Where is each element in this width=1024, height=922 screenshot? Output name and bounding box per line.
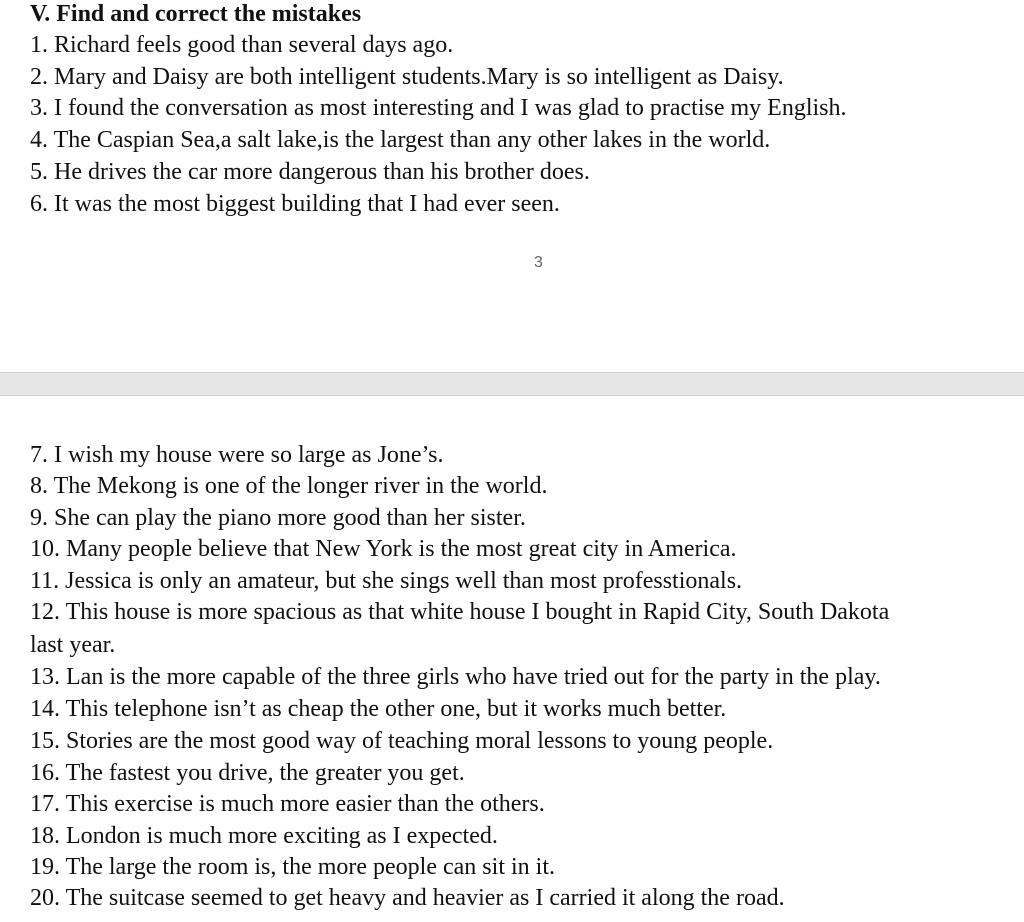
exercise-item-6: 6. It was the most biggest building that I had ever seen.	[30, 191, 560, 217]
exercise-item-3: 3. I found the conversation as most interesting and I was glad to practise my English.	[30, 95, 847, 121]
section-heading: V. Find and correct the mistakes	[30, 1, 362, 27]
exercise-item-20: 20. The suitcase seemed to get heavy and heavier as I carried it along the road.	[30, 885, 785, 911]
exercise-item-1: 1. Richard feels good than several days ago.	[30, 32, 454, 58]
exercise-item-4: 4. The Caspian Sea,a salt lake,is the largest than any other lakes in the world.	[30, 127, 771, 153]
exercise-item-10: 10. Many people believe that New York is the most great city in America.	[30, 536, 737, 562]
exercise-item-19: 19. The large the room is, the more people can sit in it.	[30, 854, 555, 880]
exercise-item-9: 9. She can play the piano more good than her sister.	[30, 505, 526, 531]
exercise-item-12: 12. This house is more spacious as that white house I bought in Rapid City, South Dakota	[30, 599, 890, 625]
exercise-item-14: 14. This telephone isn’t as cheap the other one, but it works much better.	[30, 696, 727, 722]
exercise-item-17: 17. This exercise is much more easier than the others.	[30, 791, 545, 817]
exercise-item-16: 16. The fastest you drive, the greater you get.	[30, 760, 465, 786]
page-break-separator	[0, 372, 1024, 396]
exercise-item-15: 15. Stories are the most good way of teaching moral lessons to young people.	[30, 728, 774, 754]
exercise-item-12-continued: last year.	[30, 632, 116, 658]
document-page-1	[0, 0, 1024, 372]
exercise-item-7: 7. I wish my house were so large as Jone’s.	[30, 442, 444, 468]
exercise-item-13: 13. Lan is the more capable of the three girls who have tried out for the party in the play.	[30, 664, 881, 690]
document-page-2	[0, 396, 1024, 922]
exercise-item-18: 18. London is much more exciting as I expected.	[30, 823, 498, 849]
page-number: 3	[534, 254, 543, 271]
exercise-item-2: 2. Mary and Daisy are both intelligent students.Mary is so intelligent as Daisy.	[30, 64, 784, 90]
exercise-item-5: 5. He drives the car more dangerous than his brother does.	[30, 159, 590, 185]
exercise-item-8: 8. The Mekong is one of the longer river in the world.	[30, 473, 548, 499]
exercise-item-11: 11. Jessica is only an amateur, but she sings well than most professtionals.	[30, 568, 743, 594]
